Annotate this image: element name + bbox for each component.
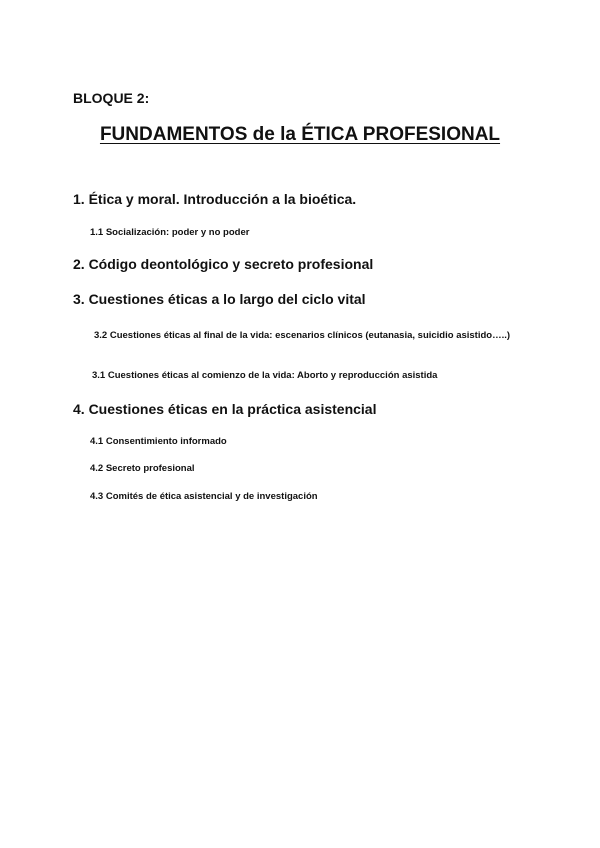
section-heading: 1. Ética y moral. Introducción a la bioética. xyxy=(73,191,357,207)
section-heading: 3. Cuestiones éticas a lo largo del ciclo vital xyxy=(73,291,366,307)
subsection-item: 1.1 Socialización: poder y no poder xyxy=(90,227,250,238)
subsection-item: 4.2 Secreto profesional xyxy=(90,463,195,474)
subsection-item: 3.1 Cuestiones éticas al comienzo de la vida: Aborto y reproducción asistida xyxy=(92,370,438,381)
section-heading: 2. Código deontológico y secreto profesional xyxy=(73,256,374,272)
subsection-item: 4.1 Consentimiento informado xyxy=(90,436,227,447)
section-heading: 4. Cuestiones éticas en la práctica asistencial xyxy=(73,401,377,417)
subsection-item: 3.2 Cuestiones éticas al final de la vida: escenarios clínicos (eutanasia, suicidio asistido…..) xyxy=(94,330,511,341)
page-title: FUNDAMENTOS de la ÉTICA PROFESIONAL xyxy=(99,124,501,145)
subsection-item: 4.3 Comités de ética asistencial y de investigación xyxy=(90,491,318,502)
block-label: BLOQUE 2: xyxy=(73,90,150,106)
